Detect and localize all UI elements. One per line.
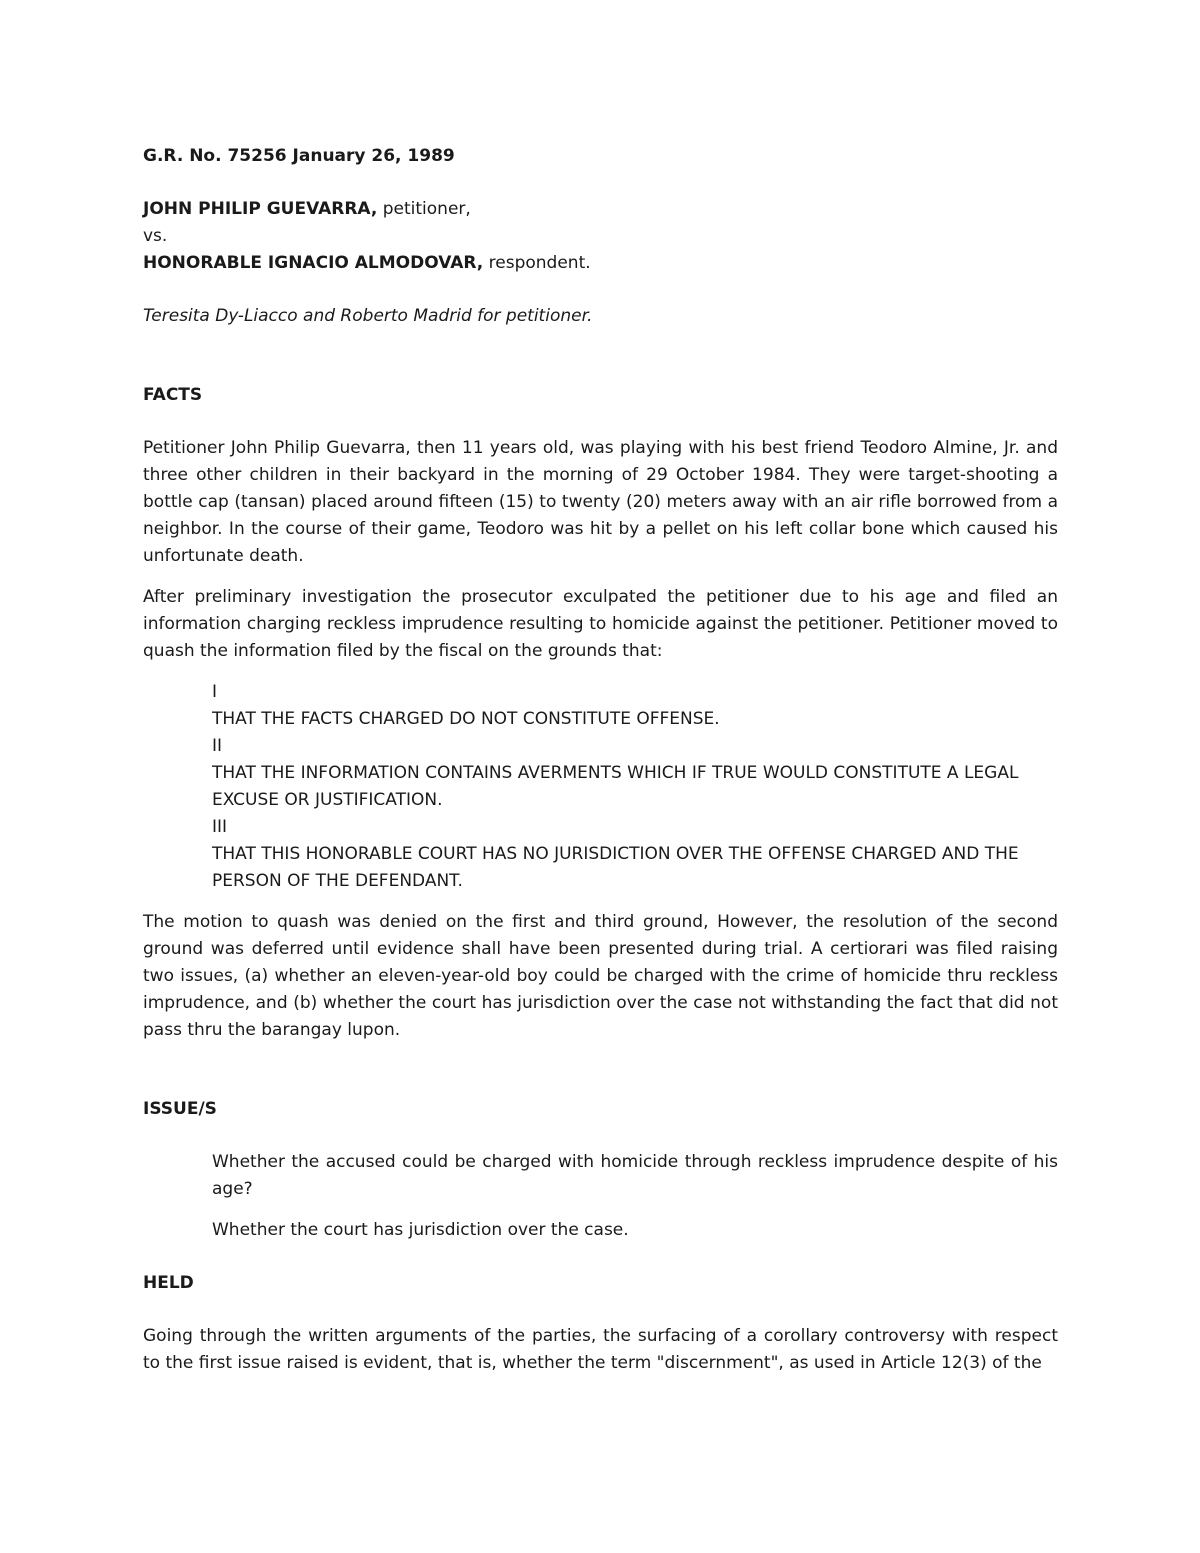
ground-text: THAT THE INFORMATION CONTAINS AVERMENTS WHICH IF TRUE WOULD CONSTITUTE A LEGAL EXCUSE OR JUSTIFICATION. — [212, 763, 1019, 810]
counsel-line: Teresita Dy-Liacco and Roberto Madrid for petitioner. — [143, 306, 593, 326]
ground-number: II — [212, 736, 223, 756]
held-heading: HELD — [143, 1273, 194, 1293]
petitioner-role: petitioner, — [377, 199, 471, 219]
issue-item: Whether the accused could be charged with homicide through reckless imprudence despite of his age? — [212, 1152, 1058, 1199]
grounds-list — [212, 679, 1058, 895]
facts-paragraph-1: Petitioner John Philip Guevarra, then 11 years old, was playing with his best friend Teodoro Almine, Jr. and three other children in their backyard in the morning of 29 October 1984. They were target-shooting a bottle cap (tansan) placed around fifteen (15) to twenty (20) meters away with an air rifle borrowed from a neighbor. In the course of their game, Teodoro was hit by a pellet on his left collar bone which caused his unfortunate death. — [143, 438, 1058, 566]
issues-heading: ISSUE/S — [143, 1099, 217, 1119]
ground-number: I — [212, 682, 218, 702]
facts-paragraph-3: The motion to quash was denied on the first and third ground, However, the resolution of the second ground was deferred until evidence shall have been presented during trial. A certiorari was filed raising two issues, (a) whether an eleven-year-old boy could be charged with the crime of homicide thru reckless imprudence, and (b) whether the court has jurisdiction over the case not withstanding the fact that did not pass thru the barangay lupon. — [143, 912, 1058, 1040]
ground-number: III — [212, 817, 228, 837]
facts-paragraph-2: After preliminary investigation the prosecutor exculpated the petitioner due to his age and filed an information charging reckless imprudence resulting to homicide against the petitioner. Petitioner moved to quash the information filed by the fiscal on the grounds that: — [143, 587, 1058, 661]
respondent-line — [143, 250, 1058, 277]
respondent-name: HONORABLE IGNACIO ALMODOVAR, — [143, 253, 484, 273]
versus-line: vs. — [143, 226, 168, 246]
case-parties — [143, 196, 1058, 277]
case-number: G.R. No. 75256 January 26, 1989 — [143, 146, 455, 166]
held-paragraph-1: Going through the written arguments of the parties, the surfacing of a corollary controversy with respect to the first issue raised is evident, that is, whether the term "discernment", as used in Article 12(3) of the — [143, 1326, 1058, 1373]
facts-heading: FACTS — [143, 385, 203, 405]
issue-item: Whether the court has jurisdiction over the case. — [212, 1220, 629, 1240]
document-body — [143, 143, 1058, 1377]
ground-text: THAT THIS HONORABLE COURT HAS NO JURISDICTION OVER THE OFFENSE CHARGED AND THE PERSON OF THE DEFENDANT. — [212, 844, 1019, 891]
respondent-role: respondent. — [483, 253, 591, 273]
ground-text: THAT THE FACTS CHARGED DO NOT CONSTITUTE OFFENSE. — [212, 709, 720, 729]
petitioner-line — [143, 196, 1058, 223]
petitioner-name: JOHN PHILIP GUEVARRA, — [143, 199, 378, 219]
